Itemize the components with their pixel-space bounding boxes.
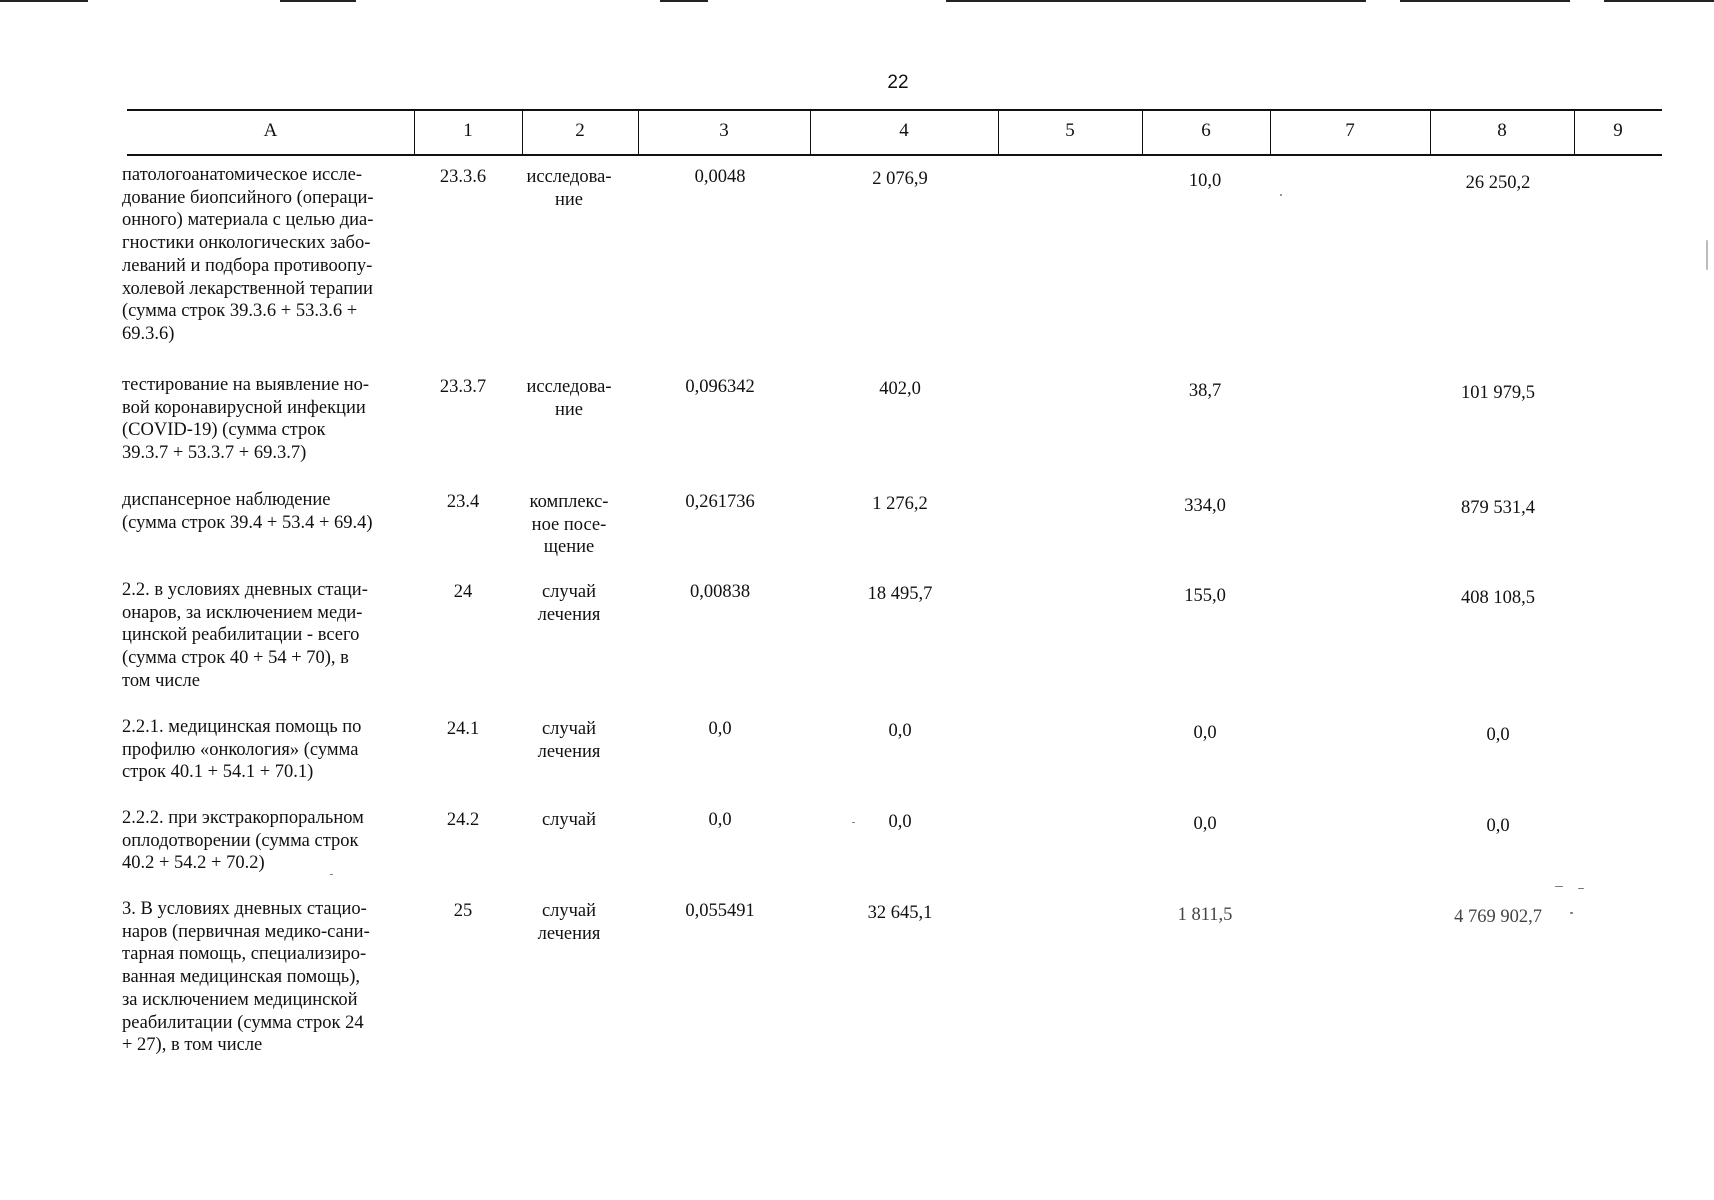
row-value-c4: 18 495,7: [867, 584, 933, 604]
row-unit-line: случай: [541, 810, 597, 830]
row-unit-line: комплекс-: [529, 492, 609, 512]
scan-speck: [1280, 194, 1282, 196]
header-cell-9: 9: [1613, 120, 1623, 141]
scan-speck: [1555, 886, 1563, 887]
row-name-line: том числе: [122, 670, 200, 691]
row-name-cell: [122, 807, 404, 875]
header-cell-a: А: [263, 120, 278, 141]
row-name-line: 2.2. в условиях дневных стаци-: [122, 580, 368, 600]
row-value-c3: 0,00838: [689, 582, 751, 602]
row-name-line: онаров, за исключением меди-: [122, 602, 363, 623]
row-value-c8: 879 531,4: [1461, 498, 1535, 518]
scan-edge-line: [1400, 0, 1570, 2]
row-name-line: 40.2 + 54.2 + 70.2): [122, 853, 265, 874]
row-name-line: гностики онкологических забо-: [122, 233, 371, 254]
scan-speck: [1706, 240, 1708, 270]
row-unit-cell: [518, 166, 620, 211]
row-name-cell: [122, 716, 404, 784]
row-value-c6: 10,0: [1188, 171, 1222, 191]
row-unit-line: случай: [541, 719, 597, 739]
row-value-c6: 334,0: [1184, 496, 1226, 516]
row-value-c6: 0,0: [1193, 723, 1217, 743]
row-value-c4: 0,0: [888, 812, 912, 832]
header-cell-1: 1: [463, 120, 473, 141]
row-unit-cell: [518, 491, 620, 559]
row-name-line: диспансерное наблюдение: [122, 490, 331, 510]
row-name-line: (сумма строк 39.4 + 53.4 + 69.4): [122, 512, 373, 533]
row-unit-line: случай: [541, 582, 597, 602]
row-name-line: + 27), в том числе: [122, 1035, 263, 1056]
scan-speck: [1578, 888, 1584, 889]
row-name-line: реабилитации (сумма строк 24: [122, 1012, 364, 1033]
row-name-line: 39.3.7 + 53.3.7 + 69.3.7): [122, 443, 307, 464]
row-unit-line: лечения: [537, 923, 601, 944]
row-value-c8: 408 108,5: [1461, 588, 1535, 608]
row-name-cell: [122, 898, 404, 1057]
row-name-line: 3. В условиях дневных стацио-: [122, 899, 367, 919]
row-name-line: цинской реабилитации - всего: [122, 625, 360, 646]
scan-edge-line: [280, 0, 356, 2]
row-name-line: 69.3.6): [122, 323, 175, 344]
row-unit-cell: [518, 809, 620, 832]
row-code-cell: 24: [453, 582, 473, 602]
row-name-line: (сумма строк 40 + 54 + 70), в: [122, 648, 349, 669]
row-name-line: оплодотворении (сумма строк: [122, 830, 359, 851]
scan-edge-line: [0, 0, 88, 2]
row-value-c6: 155,0: [1184, 586, 1226, 606]
row-code-cell: 23.4: [446, 492, 480, 512]
row-value-c6: 1 811,5: [1177, 905, 1233, 925]
row-value-c3: 0,261736: [685, 492, 755, 512]
row-code-cell: 23.3.7: [439, 377, 487, 397]
row-unit-cell: [518, 376, 620, 421]
row-name-line: дование биопсийного (операци-: [122, 187, 374, 208]
row-name-line: леваний и подбора противоопу-: [122, 255, 373, 276]
row-name-cell: [122, 489, 404, 534]
row-name-line: строк 40.1 + 54.1 + 70.1): [122, 762, 314, 783]
row-name-cell: [122, 164, 404, 346]
row-name-line: онного) материала с целью диа-: [122, 210, 374, 231]
row-name-line: патологоанатомическое иссле-: [122, 165, 363, 185]
row-unit-line: исследова-: [526, 377, 612, 397]
header-cell-5: 5: [1065, 120, 1075, 141]
row-name-cell: [122, 579, 404, 693]
scan-edge-line: [1604, 0, 1714, 2]
row-value-c8: 101 979,5: [1461, 383, 1535, 403]
row-value-c3: 0,096342: [685, 377, 755, 397]
row-unit-line: ние: [554, 189, 583, 210]
page-number: 22: [887, 72, 909, 93]
scan-speck: [852, 822, 855, 823]
row-value-c6: 0,0: [1193, 814, 1217, 834]
scan-speck: [1570, 912, 1573, 914]
row-name-line: за исключением медицинской: [122, 989, 358, 1010]
row-name-line: 2.2.1. медицинская помощь по: [122, 717, 362, 737]
header-top-rule: [127, 109, 1662, 111]
row-name-line: ванная медицинская помощь),: [122, 967, 361, 988]
row-value-c8: 26 250,2: [1465, 173, 1531, 193]
row-value-c3: 0,0048: [694, 167, 746, 187]
row-name-line: тестирование на выявление но-: [122, 375, 370, 395]
row-value-c8: 4 769 902,7: [1454, 907, 1542, 927]
row-unit-line: исследова-: [526, 167, 612, 187]
header-cell-4: 4: [899, 120, 909, 141]
row-name-line: холевой лекарственной терапии: [122, 278, 373, 299]
header-cell-2: 2: [575, 120, 585, 141]
row-unit-cell: [518, 581, 620, 626]
row-name-line: вой коронавирусной инфекции: [122, 397, 366, 418]
row-code-cell: 24.1: [446, 719, 480, 739]
row-value-c4: 0,0: [888, 721, 912, 741]
row-unit-line: лечения: [537, 741, 601, 762]
row-value-c4: 402,0: [879, 379, 921, 399]
row-value-c4: 2 076,9: [872, 169, 928, 189]
row-value-c8: 0,0: [1486, 816, 1510, 836]
row-value-c4: 1 276,2: [872, 494, 928, 514]
row-code-cell: 23.3.6: [439, 167, 487, 187]
header-cell-6: 6: [1201, 120, 1211, 141]
scan-edge-line: [946, 0, 1366, 2]
row-name-line: наров (первичная медико-сани-: [122, 921, 370, 942]
row-code-cell: 24.2: [446, 810, 480, 830]
row-value-c4: 32 645,1: [867, 903, 933, 923]
row-unit-line: ние: [554, 399, 583, 420]
header-cell-8: 8: [1497, 120, 1507, 141]
scan-speck: [330, 874, 333, 875]
row-value-c3: 0,0: [708, 810, 732, 830]
row-value-c8: 0,0: [1486, 725, 1510, 745]
header-cell-7: 7: [1345, 120, 1355, 141]
row-unit-cell: [518, 718, 620, 763]
scan-edge-line: [660, 0, 708, 2]
header-cell-3: 3: [719, 120, 729, 141]
row-unit-line: щение: [543, 537, 595, 558]
row-name-line: (сумма строк 39.3.6 + 53.3.6 +: [122, 301, 358, 322]
row-value-c3: 0,055491: [685, 901, 755, 921]
header-bottom-rule: [127, 154, 1662, 156]
row-name-line: 2.2.2. при экстракорпоральном: [122, 808, 364, 828]
row-code-cell: 25: [453, 901, 473, 921]
row-name-line: (COVID-19) (сумма строк: [122, 420, 326, 441]
row-name-line: тарная помощь, специализиро-: [122, 944, 367, 965]
row-name-line: профилю «онкология» (сумма: [122, 739, 359, 760]
row-unit-line: случай: [541, 901, 597, 921]
row-name-cell: [122, 374, 404, 465]
row-value-c3: 0,0: [708, 719, 732, 739]
row-unit-cell: [518, 900, 620, 945]
row-unit-line: ное посе-: [531, 514, 607, 535]
row-value-c6: 38,7: [1188, 381, 1222, 401]
row-unit-line: лечения: [537, 604, 601, 625]
